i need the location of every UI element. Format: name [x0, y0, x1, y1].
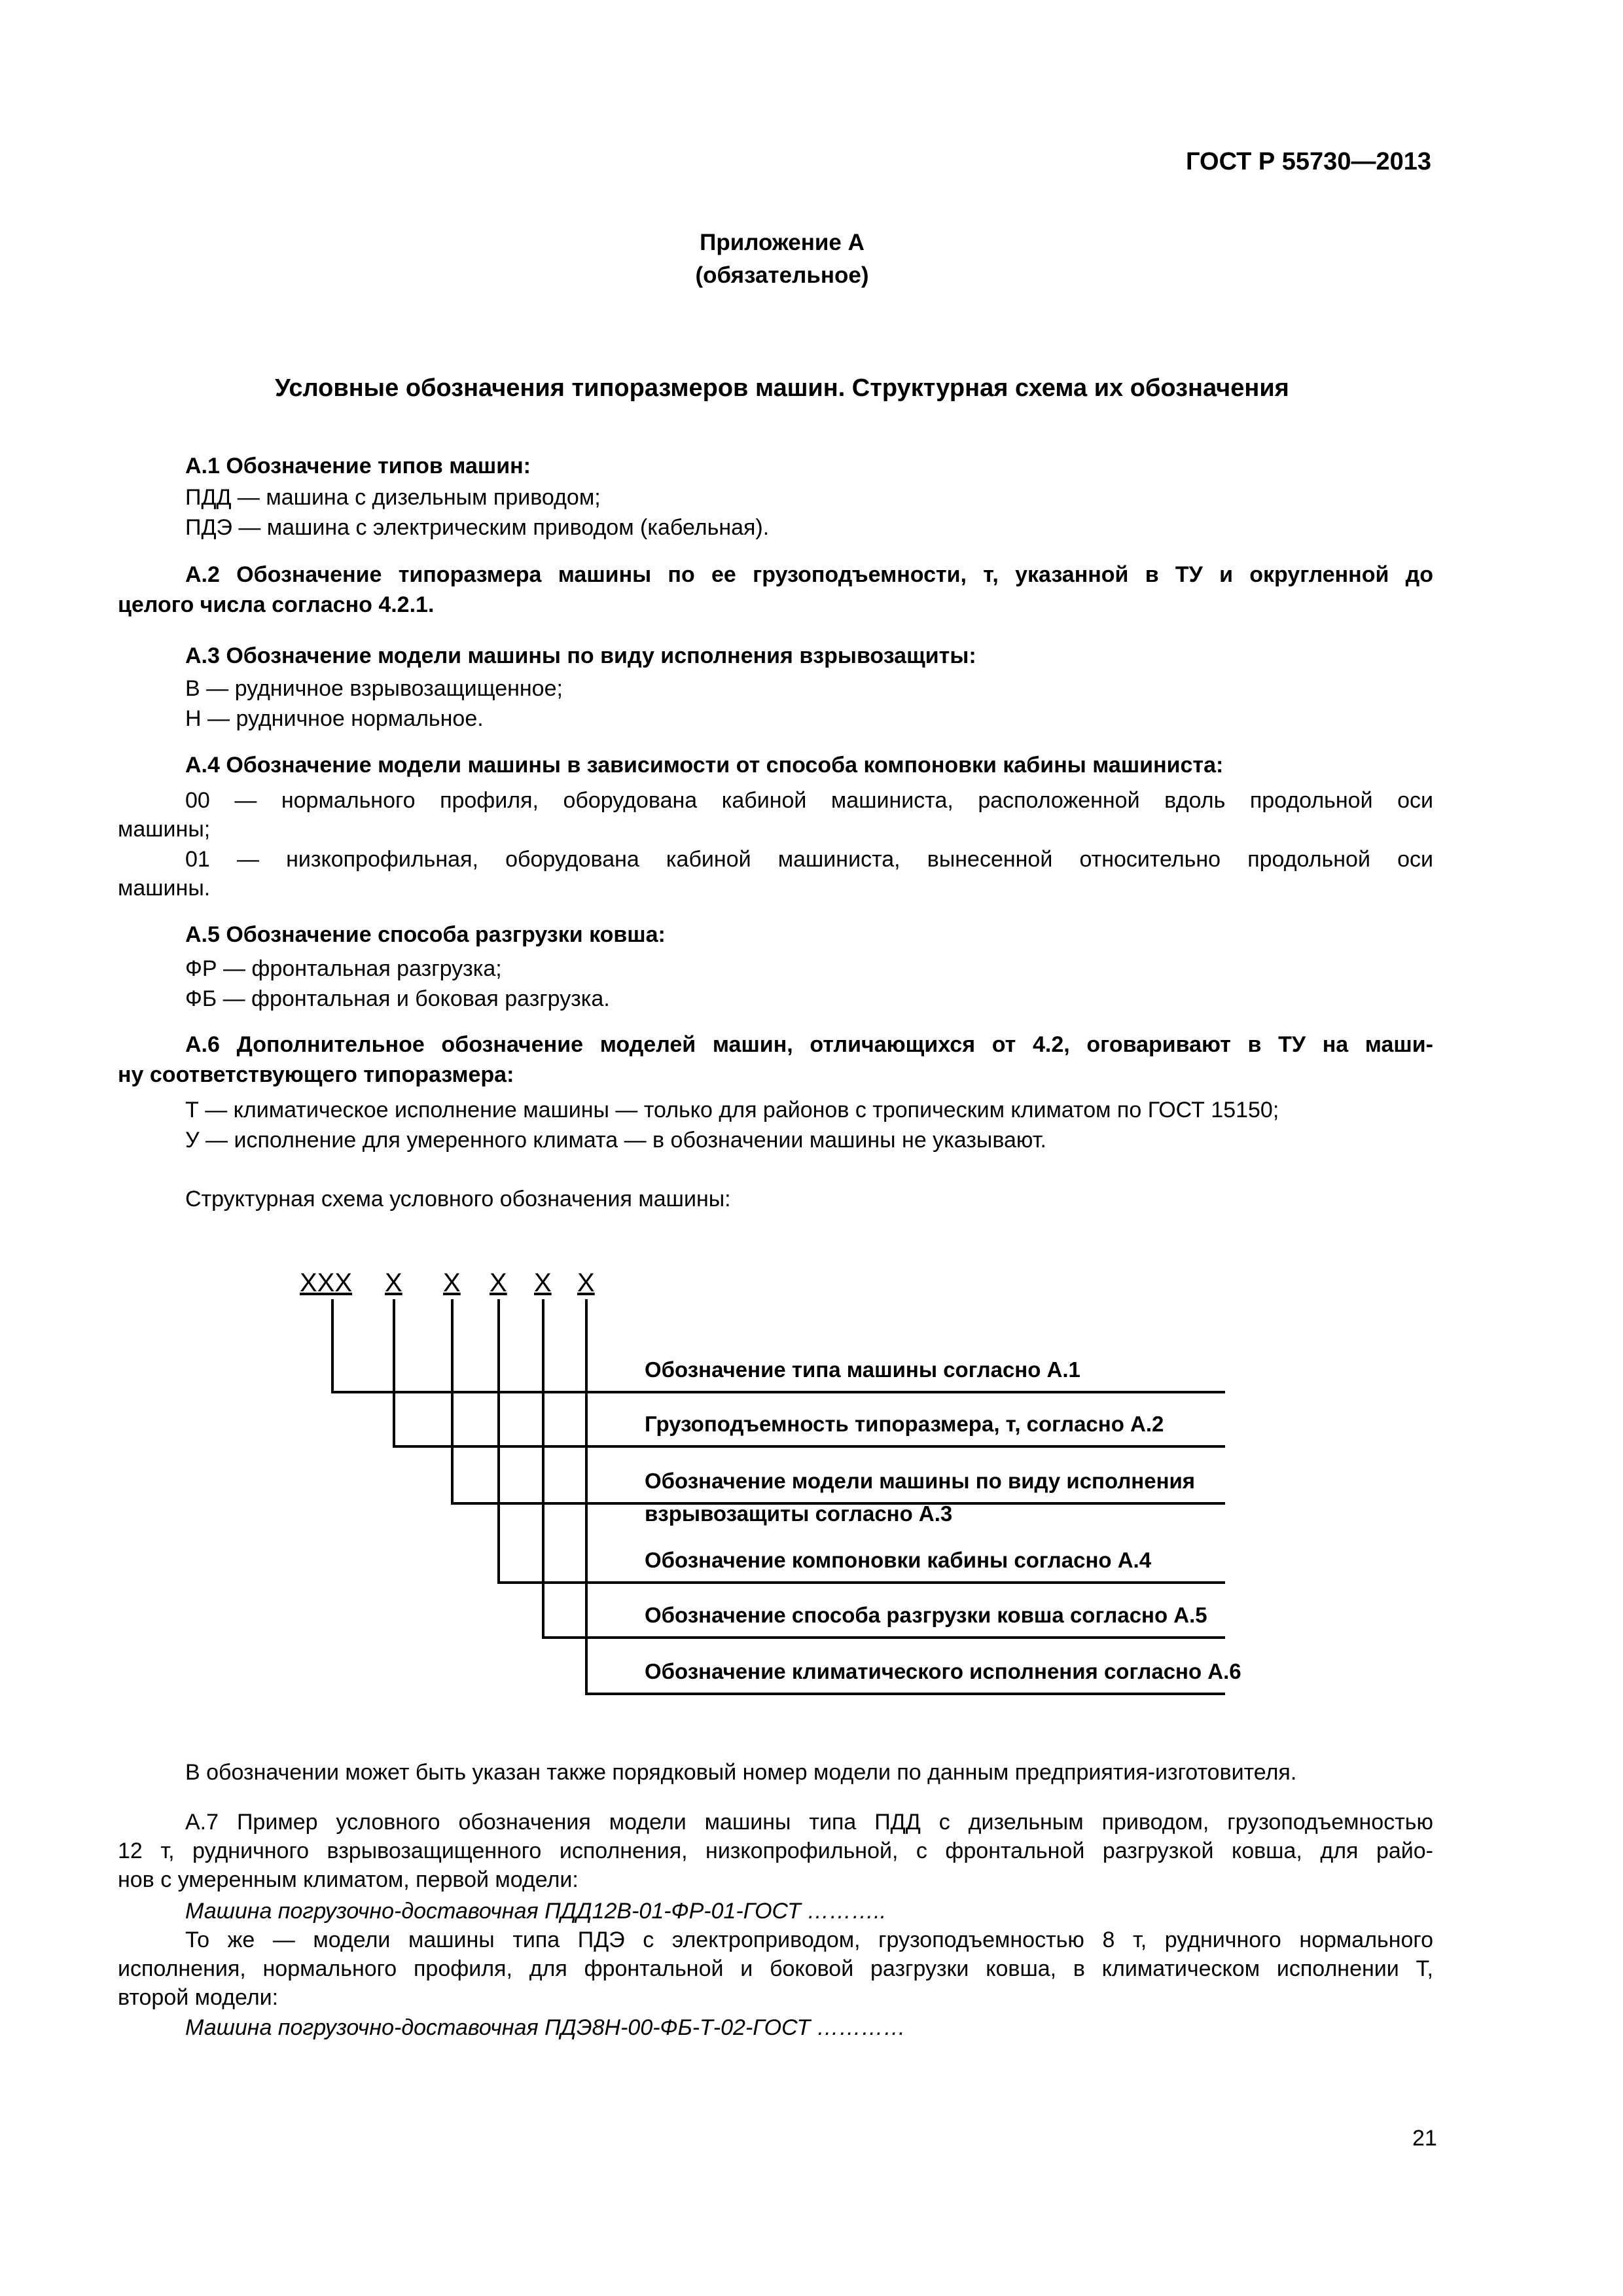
a7-line: А.7 Пример условного обозначения модели машины типа ПДД с дизельным приводом, грузоподъемностью: [185, 1810, 1433, 1835]
a1-item: ПДЭ — машина с электрическим приводом (кабельная).: [185, 515, 770, 540]
a7-example: Машина погрузочно-доставочная ПДЭ8Н-00-ФБ-Т-02-ГОСТ …………: [185, 2015, 906, 2040]
a4-heading: А.4 Обозначение модели машины в зависимости от способа компоновки кабины машиниста:: [185, 753, 1224, 778]
diagram-label: Обозначение компоновки кабины согласно А.4: [645, 1548, 1152, 1572]
a6-line: ну соответствующего типоразмера:: [118, 1062, 514, 1087]
diagram-label: Грузоподъемность типоразмера, т, согласно А.2: [645, 1412, 1164, 1436]
diagram-mark: Х: [490, 1268, 507, 1297]
a4-item: 01 — низкопрофильная, оборудована кабиной машиниста, вынесенной относительно продольной оси: [185, 847, 1433, 872]
a7-line: 12 т, рудничного взрывозащищенного исполнения, низкопрофильной, с фронтальной разгрузкой ковша, для райо-: [118, 1839, 1433, 1863]
a5-item: ФБ — фронтальная и боковая разгрузка.: [185, 986, 610, 1011]
a7-line: нов с умеренным климатом, первой модели:: [118, 1867, 579, 1892]
diagram-connector: [499, 1299, 1225, 1583]
diagram-label: Обозначение модели машины по виду исполнения: [645, 1469, 1196, 1493]
page-number: 21: [1412, 2126, 1437, 2151]
diagram-label: Обозначение климатического исполнения согласно А.6: [645, 1659, 1241, 1683]
a5-heading: А.5 Обозначение способа разгрузки ковша:: [185, 922, 666, 947]
a7-line: То же — модели машины типа ПДЭ с электроприводом, грузоподъемностью 8 т, рудничного нормального: [185, 1928, 1433, 1952]
note: В обозначении может быть указан также порядковый номер модели по данным предприятия-изготовителя.: [185, 1760, 1297, 1785]
a1-item: ПДД — машина с дизельным приводом;: [185, 485, 601, 510]
a7-line: второй модели:: [118, 1985, 279, 2010]
diagram-mark: Х: [577, 1268, 595, 1297]
a4-item: машины.: [118, 876, 211, 901]
scheme-intro: Структурная схема условного обозначения машины:: [185, 1187, 731, 1211]
a3-heading: А.3 Обозначение модели машины по виду исполнения взрывозащиты:: [185, 643, 976, 668]
a1-heading: А.1 Обозначение типов машин:: [185, 454, 531, 478]
main-title: Условные обозначения типоразмеров машин. Структурная схема их обозначения: [275, 374, 1289, 402]
diagram-label: Обозначение способа разгрузки ковша согласно А.5: [645, 1603, 1207, 1627]
appendix-title-line: Приложение А: [700, 230, 865, 255]
a4-item: 00 — нормального профиля, оборудована кабиной машиниста, расположенной вдоль продольной оси: [185, 788, 1433, 813]
a5-item: ФР — фронтальная разгрузка;: [185, 956, 502, 981]
diagram-label: взрывозащиты согласно А.3: [645, 1501, 953, 1526]
a4-item: машины;: [118, 817, 211, 842]
a6-line: А.6 Дополнительное обозначение моделей машин, отличающихся от 4.2, оговаривают в ТУ на маши-: [185, 1032, 1433, 1057]
a6-item: Т — климатическое исполнение машины — только для районов с тропическим климатом по ГОСТ 15150;: [185, 1098, 1279, 1122]
diagram-mark: Х: [385, 1268, 402, 1297]
a6-item: У — исполнение для умеренного климата — в обозначении машины не указывают.: [185, 1128, 1046, 1153]
a2-line: А.2 Обозначение типоразмера машины по ее грузоподъемности, т, указанной в ТУ и округленной до: [185, 562, 1433, 587]
diagram-mark: Х: [443, 1268, 461, 1297]
document-header: ГОСТ Р 55730—2013: [1186, 148, 1431, 175]
a3-item: Н — рудничное нормальное.: [185, 706, 484, 731]
diagram-mark: ХХХ: [300, 1268, 353, 1297]
a7-example: Машина погрузочно-доставочная ПДД12В-01-ФР-01-ГОСТ ………..: [185, 1899, 887, 1924]
a2-line: целого числа согласно 4.2.1.: [118, 592, 435, 617]
diagram-label: Обозначение типа машины согласно А.1: [645, 1357, 1080, 1382]
a7-line: исполнения, нормального профиля, для фронтальной и боковой разгрузки ковша, в климатическом исполнении Т,: [118, 1956, 1433, 1981]
a3-item: В — рудничное взрывозащищенное;: [185, 676, 563, 701]
diagram-mark: Х: [534, 1268, 552, 1297]
appendix-subtitle: (обязательное): [695, 262, 869, 288]
